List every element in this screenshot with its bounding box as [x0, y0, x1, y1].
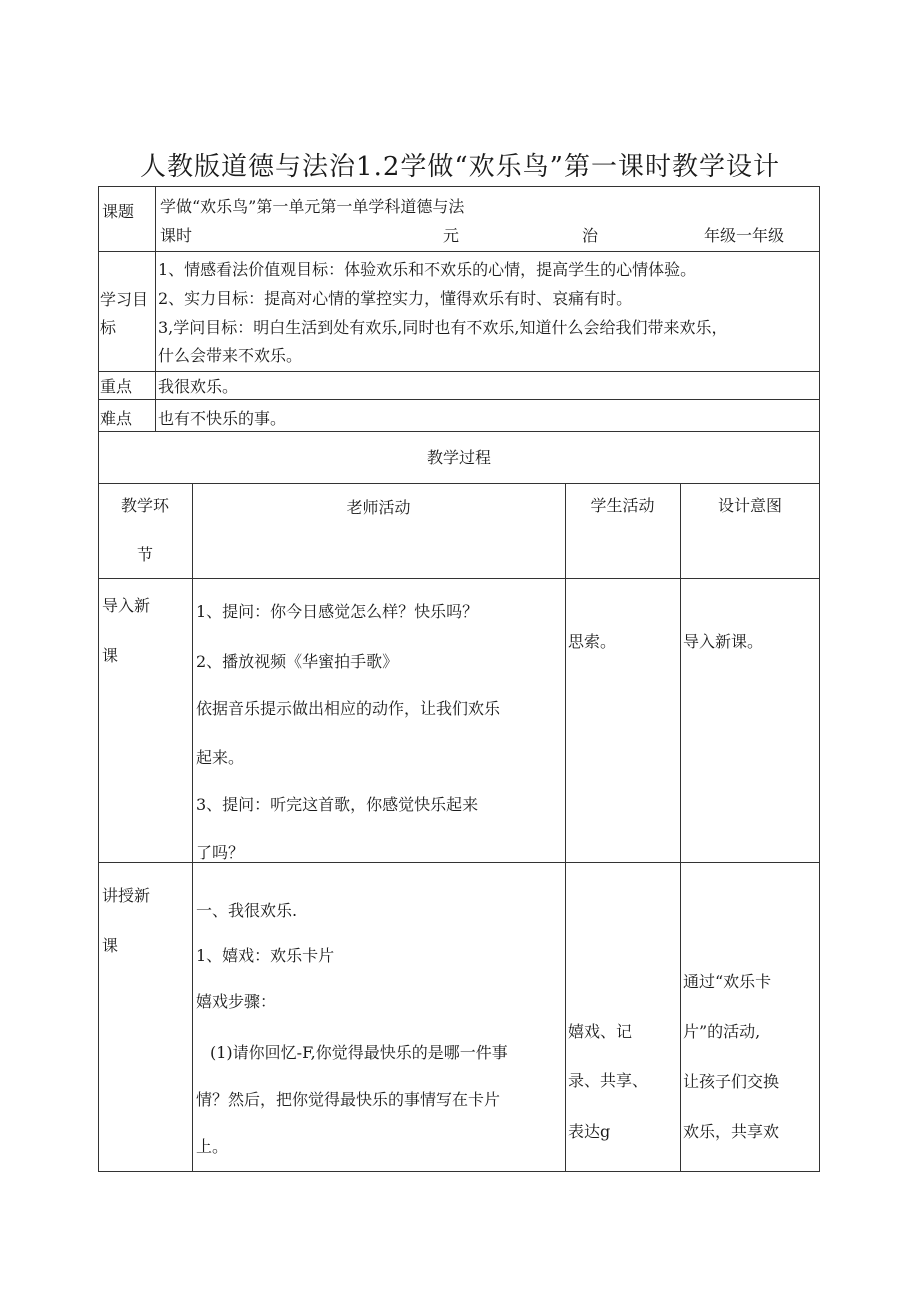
key-point-label: 重点 [100, 377, 133, 396]
design-intent-line: 欢乐，共享欢 [683, 1122, 780, 1141]
row-divider [98, 483, 820, 484]
design-intent-line: 通过“欢乐卡 [683, 972, 772, 991]
stage-header-line-2: 节 [136, 545, 153, 564]
topic-line-2-unit: 元 [443, 226, 460, 245]
difficulty-label: 难点 [100, 409, 133, 428]
column-divider [565, 483, 566, 1172]
key-point-value: 我很欢乐。 [158, 377, 239, 396]
row-divider [98, 251, 820, 252]
teacher-activity-line: 嬉戏步骤： [196, 992, 277, 1011]
objective-item: 1、情感看法价值观目标：体验欢乐和不欢乐的心情，提高学生的心情体验。 [158, 260, 697, 279]
topic-line-2-subject: 治 [582, 226, 599, 245]
teacher-activity-line: 1、提问：你今日感觉怎么样？快乐吗？ [196, 602, 479, 621]
column-divider [680, 483, 681, 1172]
column-divider [192, 483, 193, 1172]
student-activity-line: 嬉戏、记 [568, 1022, 633, 1041]
page-title: 人教版道德与法治1.2学做“欢乐鸟”第一课时教学设计 [140, 152, 780, 182]
teacher-activity-line: 2、播放视频《华蜜拍手歌》 [196, 652, 399, 671]
teacher-activity-line: 起来。 [196, 748, 245, 767]
teacher-activity-line: 3、提问：听完这首歌，你感觉快乐起来 [196, 795, 479, 814]
teacher-activity-line: 上。 [196, 1137, 229, 1156]
teacher-activity-line: 一、我很欢乐. [196, 901, 298, 920]
stage-header-line-1: 教学环 [120, 496, 169, 515]
row-divider [98, 578, 820, 579]
stage-label: 导入新 [102, 596, 151, 615]
row-divider [98, 371, 820, 372]
objectives-label-line-1: 学习目 [100, 290, 149, 309]
row-divider [98, 431, 820, 432]
table-border-top [98, 186, 820, 187]
objectives-label-line-2: 标 [100, 318, 117, 337]
teacher-activity-line: 情？然后，把你觉得最快乐的事情写在卡片 [196, 1090, 501, 1109]
topic-line-1: 学做“欢乐鸟”第一单元第一单学科道德与法 [160, 197, 465, 216]
topic-label: 课题 [102, 202, 135, 221]
stage-label: 课 [102, 936, 119, 955]
design-intent-header: 设计意图 [717, 496, 782, 515]
student-activity-line: 表达g [568, 1122, 611, 1141]
table-border-right [819, 186, 820, 1172]
stage-label: 课 [102, 646, 119, 665]
design-intent-line: 让孩子们交换 [683, 1072, 780, 1091]
difficulty-value: 也有不快乐的事。 [158, 409, 287, 428]
table-border-left [98, 186, 99, 1172]
objective-item: 2、实力目标：提高对心情的掌控实力，懂得欢乐有时、哀痛有时。 [158, 289, 633, 308]
student-activity-header: 学生活动 [590, 496, 655, 515]
teacher-activity-header: 老师活动 [346, 498, 411, 517]
design-intent-line: 片”的活动, [683, 1022, 761, 1041]
stage-label: 讲授新 [102, 886, 151, 905]
teacher-activity-line: 1、嬉戏：欢乐卡片 [196, 946, 335, 965]
student-activity-line: 录、共享、 [568, 1071, 649, 1090]
teacher-activity-line: 依据音乐提示做出相应的动作，让我们欢乐 [196, 699, 501, 718]
design-intent-line: 导入新课。 [683, 632, 764, 651]
column-divider [155, 186, 156, 432]
objective-item: 什么会带来不欢乐。 [158, 346, 303, 365]
row-divider [98, 399, 820, 400]
table-border-bottom [98, 1171, 820, 1172]
student-activity-line: 思索。 [568, 632, 617, 651]
teacher-activity-line: (1)请你回忆-F,你觉得最快乐的是哪一件事 [210, 1043, 508, 1062]
objective-item: 3,学问目标：明白生活到处有欢乐,同时也有不欢乐,知道什么会给我们带来欢乐， [158, 318, 728, 337]
lesson-plan-table [98, 186, 820, 1172]
topic-line-2-grade: 年级一年级 [704, 226, 785, 245]
teacher-activity-line: 了吗？ [196, 843, 245, 862]
process-heading: 教学过程 [426, 448, 491, 467]
topic-line-2-period: 课时 [160, 226, 193, 245]
